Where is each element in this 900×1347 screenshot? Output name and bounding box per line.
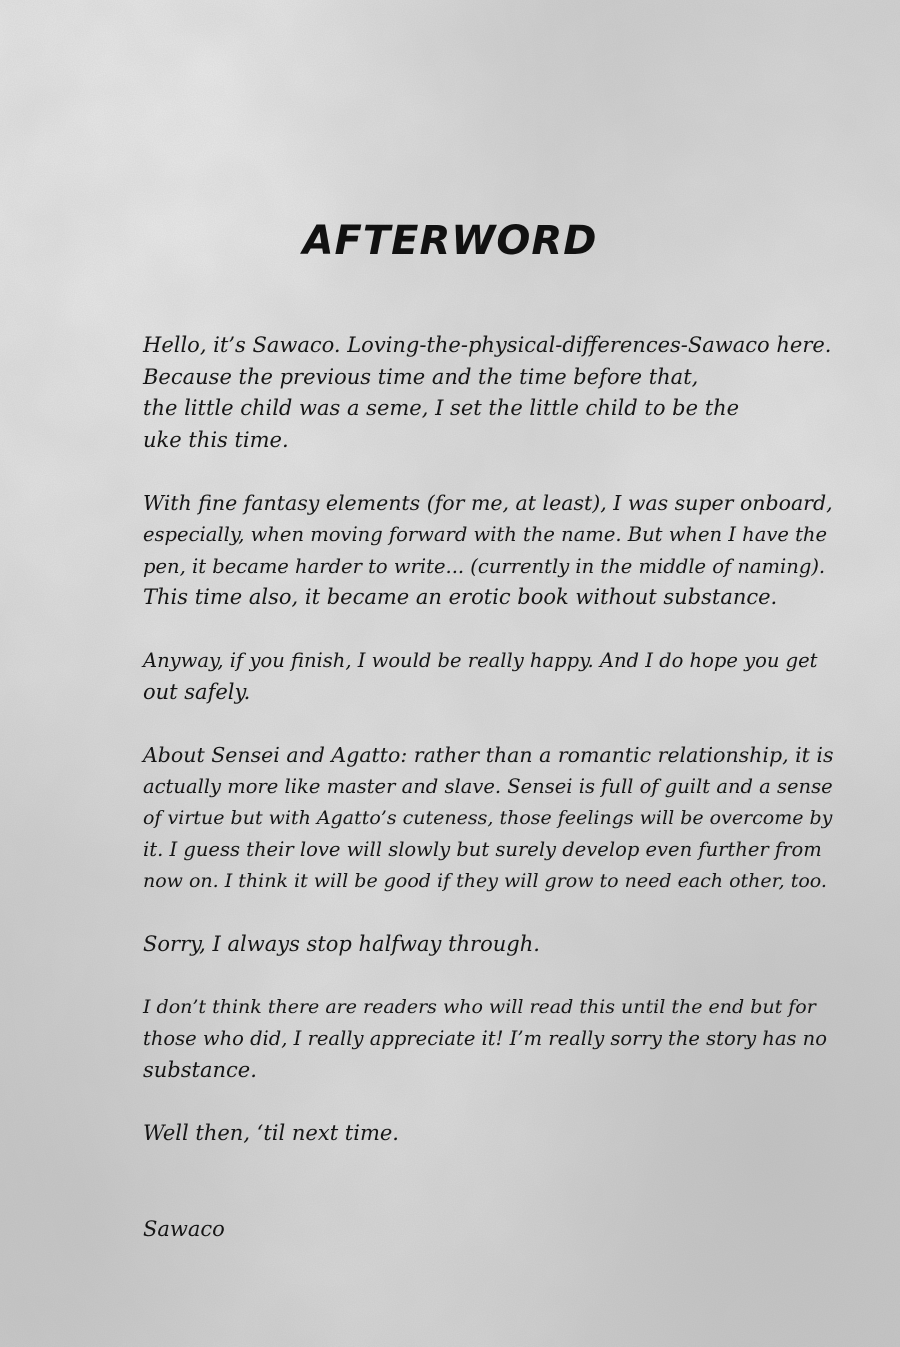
paragraph-line: About Sensei and Agatto: rather than a romantic relationship, it is	[143, 742, 834, 767]
paragraph	[143, 1118, 833, 1150]
paragraph	[143, 992, 833, 1087]
paragraph-line: I don’t think there are readers who will read this until the end but for	[143, 995, 816, 1018]
paragraph-line: uke this time.	[143, 427, 289, 452]
paragraph-line: Anyway, if you finish, I would be really happy. And I do hope you get	[143, 649, 818, 672]
paragraph-line: Well then, ‘til next time.	[143, 1120, 399, 1145]
paragraph-line: With fine fantasy elements (for me, at least), I was super onboard,	[143, 490, 833, 515]
paragraph	[143, 645, 833, 708]
paragraph	[143, 488, 833, 614]
paragraph-line: pen, it became harder to write... (currently in the middle of naming).	[143, 554, 826, 578]
paragraph-line: out safely.	[143, 679, 251, 704]
paragraph	[143, 740, 833, 898]
paragraph	[143, 330, 833, 456]
author-signature: Sawaco	[143, 1217, 225, 1241]
paragraph-line: now on. I think it will be good if they will grow to need each other, too.	[143, 869, 827, 892]
paragraph-line: it. I guess their love will slowly but surely develop even further from	[143, 838, 822, 861]
paragraph-line: especially, when moving forward with the name. But when I have the	[143, 523, 828, 546]
paragraph-line: substance.	[143, 1057, 257, 1082]
paragraph-line: Hello, it’s Sawaco. Loving-the-physical-differences-Sawaco here.	[143, 333, 832, 357]
paragraph-line: actually more like master and slave. Sensei is full of guilt and a sense	[143, 775, 833, 798]
paragraph-line: the little child was a seme, I set the little child to be the	[143, 396, 740, 420]
paragraph-line: of virtue but with Agatto’s cuteness, those feelings will be overcome by	[143, 806, 833, 829]
paragraph-line: Because the previous time and the time before that,	[143, 364, 699, 389]
paragraph-line: those who did, I really appreciate it! I’m really sorry the story has no	[143, 1027, 827, 1050]
paragraph-line: Sorry, I always stop halfway through.	[143, 931, 540, 956]
page-title: AFTERWORD	[302, 218, 598, 264]
paragraph-line: This time also, it became an erotic book without substance.	[143, 585, 778, 609]
afterword-body	[143, 330, 833, 1181]
paragraph	[143, 929, 833, 961]
